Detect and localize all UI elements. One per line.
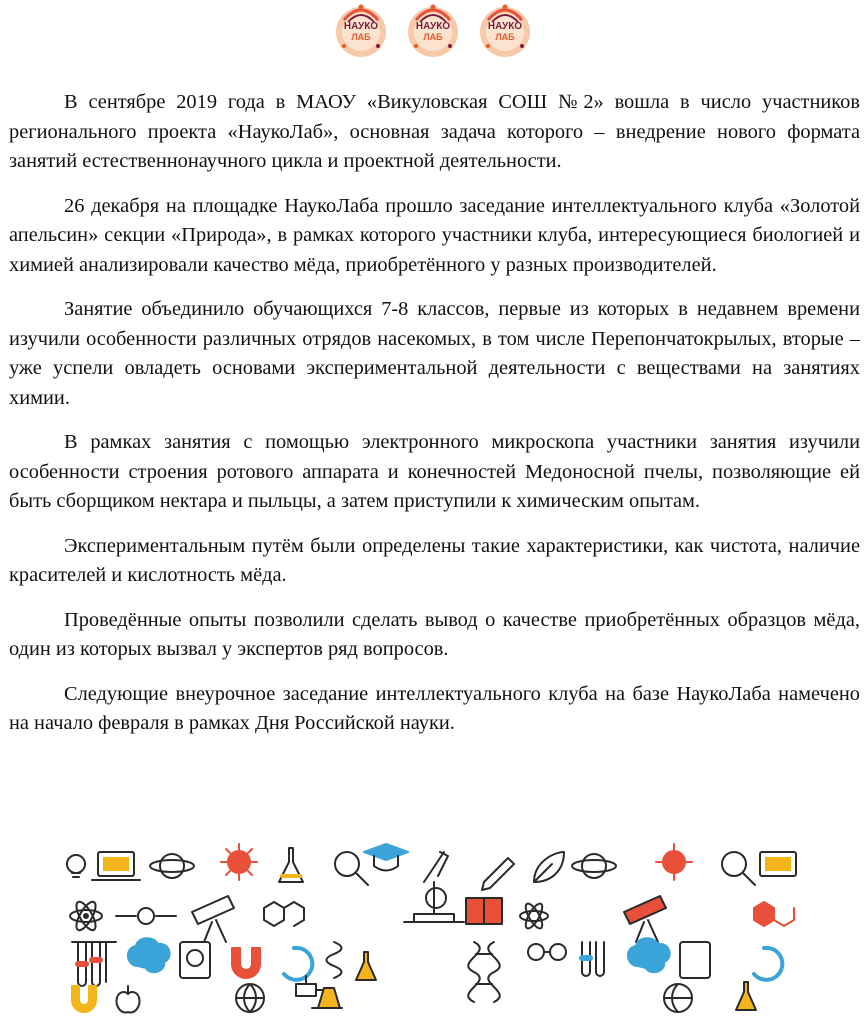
logo-wordmark [406,22,460,42]
paragraph-meeting: 26 декабря на площадке НаукоЛаба прошло заседание интеллектуального клуба «Золотой апельсин» секции «Природа», в рамках которого участники клуба, интересующиеся биологией и химией анализировали качество мёда, приобретённого у разных производителей. [9,194,860,276]
brain-icon [628,938,670,972]
recycle-icon [754,948,782,980]
naukolab-logo [478,2,532,60]
science-doodles [64,842,806,1018]
magnet-icon [72,986,96,1012]
recycle-icon [284,948,312,980]
sun-icon [656,844,692,880]
sun-icon [221,844,257,880]
meter-icon [180,942,210,978]
logo-wordmark [334,22,388,42]
header-logos [0,2,866,68]
laptop-icon [760,852,796,876]
telescope-icon [192,896,234,942]
planet-icon [572,854,616,878]
leaf-icon [534,852,564,882]
atom-icon [70,899,102,933]
logo-line-1: НАУКО [343,21,379,32]
dna-icon [468,942,500,1002]
globe-icon [236,984,264,1012]
paragraph-next-meeting: Следующие внеурочное заседание интеллектуального клуба на базе НаукоЛаба намечено на начало февраля в рамках Дня Российской науки. [9,682,860,734]
circuit-icon [116,908,176,924]
laptop-icon [92,852,140,880]
logo-line-2: ЛАБ [351,32,371,42]
flask-icon [279,848,303,882]
meter-icon [680,942,710,978]
glasses-icon [528,944,566,960]
atom-icon [520,901,548,930]
logo-wordmark [478,22,532,42]
magnifier-icon [722,852,755,885]
flask-icon [356,952,376,980]
apple-icon [117,986,140,1013]
paragraph-participants: Занятие объединило обучающихся 7-8 классов, первые из которых в недавнем времени изучили особенности различных отрядов насекомых, в том числе Перепончатокрылых, вторые – уже успели овладеть основами экспериментальной деятельности с веществами на занятиях химии. [9,298,860,409]
magnet-icon [232,948,260,978]
graduation-cap-icon [364,844,408,871]
logo-line-1: НАУКО [487,21,523,32]
lightbulb-icon [67,855,85,877]
paragraph-microscope: В рамках занятия с помощью электронного микроскопа участники занятия изучили особенности строения ротового аппарата и конечностей Медоносной пчелы, позволяющие ей быть сборщиком нектара и пыльцы, а затем приступили к химическим опытам. [9,431,860,512]
logo-line-2: ЛАБ [495,32,515,42]
article-body [9,88,860,754]
logo-line-1: НАУКО [415,21,451,32]
brain-icon [128,938,170,972]
paragraph-intro: В сентябре 2019 года в МАОУ «Викуловская СОШ №2» вошла в число участников регионального проекта «НаукоЛаб», основная задача которого – внедрение нового формата занятий естественнонаучного цикла и проектной деятельности. [9,91,860,172]
molecule-icon [754,902,794,926]
microscope-icon [404,852,464,922]
logo-line-2: ЛАБ [423,32,443,42]
planet-icon [150,854,194,878]
paragraph-conclusion: Проведённые опыты позволили сделать вывод о качестве приобретённых образцов мёда, один из которых вызвал у экспертов ряд вопросов. [9,608,860,660]
test-tubes-icon [582,942,604,976]
spring-icon [327,942,342,978]
molecule-icon [264,902,304,926]
magnifier-icon [335,852,368,885]
naukolab-logo [334,2,388,60]
paragraph-experiments: Экспериментальным путём были определены такие характеристики, как чистота, наличие красителей и кислотность мёда. [9,534,860,586]
telescope-icon [624,896,666,942]
flask-icon [736,982,756,1010]
naukolab-logo [406,2,460,60]
test-tubes-icon [72,942,116,986]
book-icon [466,898,502,924]
globe-icon [664,984,692,1012]
science-doodle-banner [64,842,806,1018]
pencil-icon [482,858,514,890]
